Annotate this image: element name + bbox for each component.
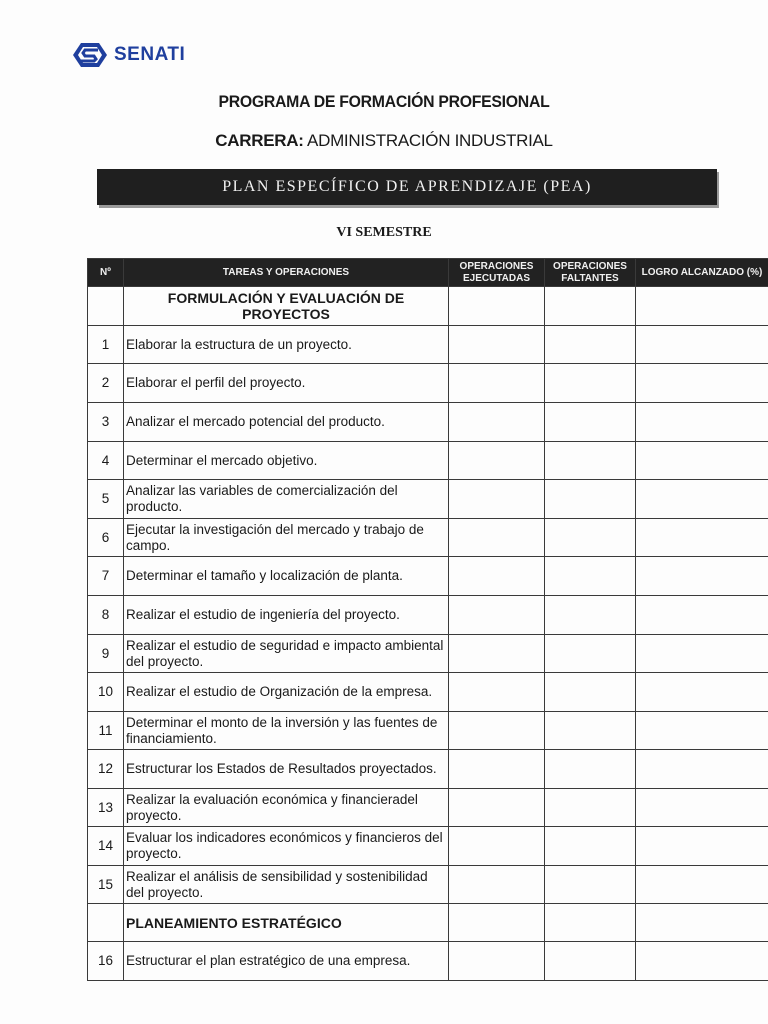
- table-row: 10 Realizar el estudio de Organización de la empresa.: [88, 673, 768, 712]
- section-title-2: PLANEAMIENTO ESTRATÉGICO: [124, 904, 449, 942]
- col-executed: OPERACIONES EJECUTADAS: [449, 259, 545, 287]
- col-achievement: LOGRO ALCANZADO (%): [636, 259, 768, 287]
- col-tasks: TAREAS Y OPERACIONES: [124, 259, 449, 287]
- brand-name: SENATI: [114, 44, 186, 65]
- table-row: 16 Estructurar el plan estratégico de una empresa.: [88, 942, 768, 981]
- table-row: 11 Determinar el monto de la inversión y las fuentes de financiamiento.: [88, 712, 768, 750]
- table-row: 15 Realizar el análisis de sensibilidad y sostenibilidad del proyecto.: [88, 866, 768, 904]
- pea-table: [87, 258, 768, 981]
- career-title: CARRERA: ADMINISTRACIÓN INDUSTRIAL: [215, 131, 553, 150]
- table-row: 14 Evaluar los indicadores económicos y financieros del proyecto.: [88, 827, 768, 866]
- section-title-1: FORMULACIÓN Y EVALUACIÓN DE PROYECTOS: [124, 287, 449, 326]
- table-row: 5 Analizar las variables de comercialización del producto.: [88, 480, 768, 519]
- table-row: 8 Realizar el estudio de ingeniería del proyecto.: [88, 596, 768, 635]
- table-row: 2 Elaborar el perfil del proyecto.: [88, 364, 768, 403]
- section-row: [88, 904, 768, 942]
- senati-logo: [72, 42, 185, 68]
- semester-label: VI SEMESTRE: [336, 225, 432, 240]
- table-row: 1 Elaborar la estructura de un proyecto.: [88, 326, 768, 364]
- table-row: 4 Determinar el mercado objetivo.: [88, 442, 768, 480]
- plan-banner: PLAN ESPECÍFICO DE APRENDIZAJE (PEA): [97, 169, 717, 205]
- senati-logo-icon: [72, 42, 108, 68]
- program-title: PROGRAMA DE FORMACIÓN PROFESIONAL: [218, 92, 550, 111]
- table-header: [88, 259, 768, 287]
- table-row: 3 Analizar el mercado potencial del producto.: [88, 403, 768, 442]
- col-missing: OPERACIONES FALTANTES: [545, 259, 636, 287]
- table-row: 13 Realizar la evaluación económica y financieradel proyecto.: [88, 789, 768, 827]
- table-row: 7 Determinar el tamaño y localización de planta.: [88, 557, 768, 596]
- table-row: 6 Ejecutar la investigación del mercado y trabajo de campo.: [88, 519, 768, 557]
- table-row: 9 Realizar el estudio de seguridad e impacto ambiental del proyecto.: [88, 635, 768, 673]
- table-row: 12 Estructurar los Estados de Resultados proyectados.: [88, 750, 768, 789]
- col-num: Nº: [88, 259, 124, 287]
- section-row: [88, 287, 768, 326]
